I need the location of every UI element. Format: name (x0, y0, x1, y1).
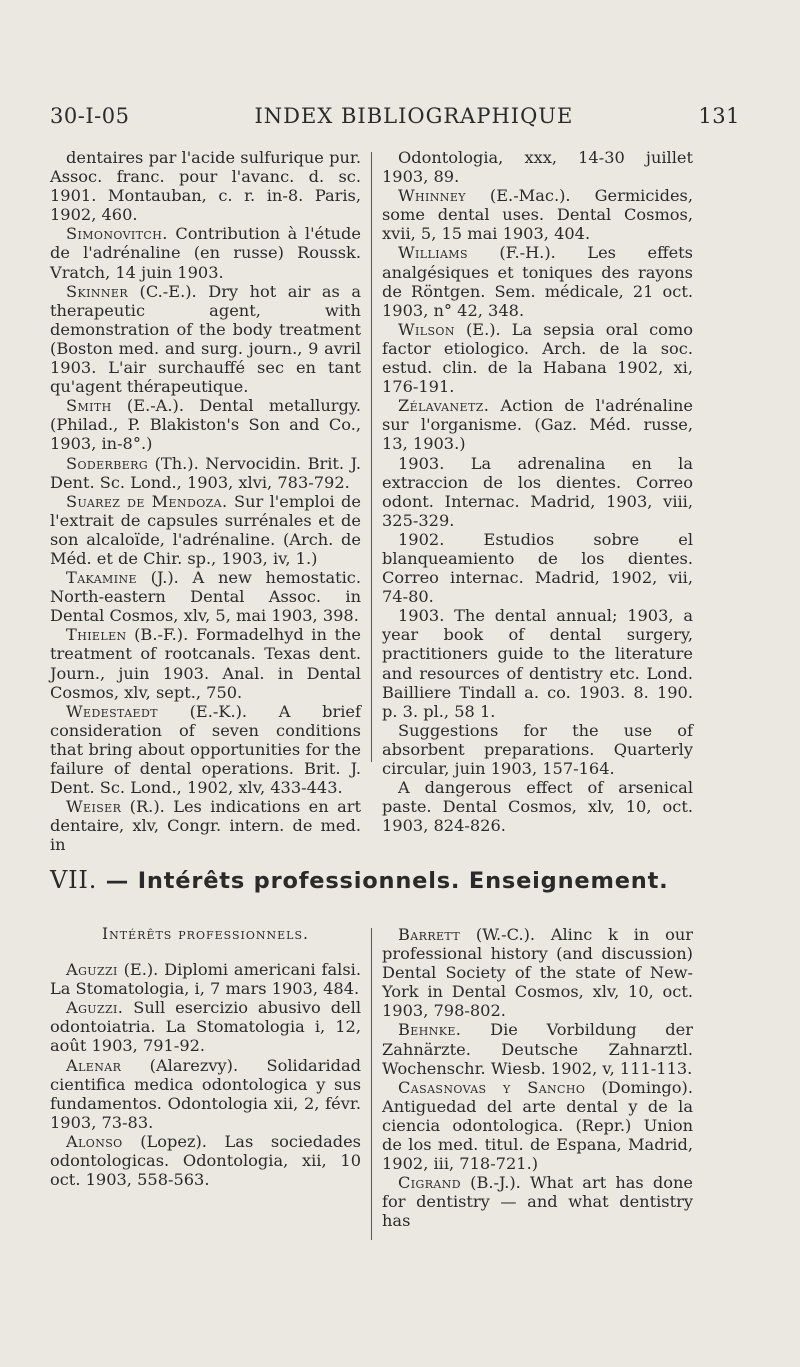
author-name: Simonovitch. (66, 224, 168, 244)
bibliography-entry (50, 282, 361, 397)
bibliography-entry (382, 1020, 693, 1077)
bibliography-entry (50, 148, 361, 224)
entry-text: Contribution à l'étude de l'adrénaline (en russe) Roussk. Vratch, 14 juin 1903. (50, 224, 361, 282)
author-name: Whinney (398, 186, 466, 206)
author-name: Aguzzi (66, 960, 118, 980)
entry-text: (Domingo). Antiguedad del arte dental y de la ciencia odontologica. (Repr.) Union de los med. titul. de Espana, Madrid, 1902, iii, 718-721.) (382, 1077, 693, 1174)
entry-text: 1903. The dental annual; 1903, a year book of dental surgery, practitioners guide to the literature and resources of dentistry etc. Lond. Bailliere Tindall a. co. 1903. 8. 190. p. 3. pl., 58 1. (382, 606, 693, 721)
bibliography-entry (50, 568, 361, 625)
bibliography-entry (50, 797, 361, 854)
entry-text: Suggestions for the use of absorbent preparations. Quarterly circular, juin 1903, 157-164. (382, 720, 693, 778)
entry-text: (E.-Mac.). Germicides, some dental uses. Dental Cosmos, xvii, 5, 15 mai 1903, 404. (382, 186, 693, 244)
entry-text: (B.-J.). What art has done for dentistry — and what dentistry has (382, 1173, 693, 1231)
entry-text: (E.). La sepsia oral como factor etiologico. Arch. de la soc. estud. clin. de la Habana 1902, xi, 176-191. (382, 319, 693, 397)
entry-text: (E.-A.). Dental metallurgy. (Philad., P. Blakiston's Son and Co., 1903, in-8°.) (50, 396, 361, 454)
author-name: Zélavanetz. (398, 396, 490, 416)
entry-text: Sull esercizio abusivo dell odontoiatria. La Stomatologia i, 12, août 1903, 791-92. (50, 998, 361, 1056)
section-title: Intérêts professionnels. Enseignement. (137, 868, 669, 894)
author-name: Soderberg (66, 453, 149, 473)
entry-text: Die Vorbildung der Zahnärzte. Deutsche Zahnarztl. Wochenschr. Wiesb. 1902, v, 111-113. (382, 1020, 693, 1078)
bibliography-entry (382, 186, 693, 243)
bibliography-entry (382, 721, 693, 778)
section-heading (50, 866, 740, 894)
bibliography-entry (50, 224, 361, 281)
author-name: Thielen (66, 625, 127, 645)
author-name: Wilson (398, 319, 455, 339)
bibliography-entry (382, 320, 693, 396)
bibliography-entry (382, 1078, 693, 1173)
entry-text: (Lopez). Las sociedades odontologicas. Odontologia, xii, 10 oct. 1903, 558-563. (50, 1131, 361, 1190)
lower-left-column (50, 925, 361, 1189)
entry-text: (Alarezvy). Solidaridad cientifica medica odontologica y sus fundamentos. Odontologia xii, 2, févr. 1903, 73-83. (50, 1055, 361, 1132)
author-name: Cigrand (398, 1173, 461, 1193)
entry-text: (R.). Les indications en art dentaire, xlv, Congr. intern. de med. in (50, 797, 361, 855)
author-name: Takamine (66, 568, 137, 588)
entry-text: Odontologia, xxx, 14-30 juillet 1903, 89. (382, 148, 693, 187)
bibliography-entry (382, 243, 693, 319)
author-name: Skinner (66, 281, 129, 301)
author-name: Behnke. (398, 1020, 462, 1040)
bibliography-entry (382, 778, 693, 835)
entry-text: (E.-K.). A brief consideration of seven conditions that bring about opportunities for the failure of dental operations. Brit. J. Dent. Sc. Lond., 1902, xlv, 433-443. (50, 701, 361, 798)
upper-left-column (50, 148, 361, 854)
entry-text: Action de l'adrénaline sur l'organisme. (Gaz. Méd. russe, 13, 1903.) (382, 396, 693, 454)
author-name: Smith (66, 396, 112, 416)
entry-text: (B.-F.). Formadelhyd in the treatment of rootcanals. Texas dent. Journ., juin 1903. Anal. in Dental Cosmos, xlv, sept., 750. (50, 625, 361, 702)
bibliography-entry (382, 454, 693, 530)
bibliography-entry (50, 625, 361, 701)
bibliography-entry (382, 1173, 693, 1230)
bibliography-entry (382, 606, 693, 721)
bibliography-entry (382, 148, 693, 186)
author-name: Aguzzi. (66, 998, 124, 1018)
author-name: Wedestaedt (66, 701, 158, 721)
column-divider (371, 152, 372, 762)
bibliography-entry (50, 998, 361, 1055)
author-name: Barrett (398, 925, 461, 944)
entry-text: (Th.). Nervocidin. Brit. J. Dent. Sc. Lond., 1903, xlvi, 783-792. (50, 453, 361, 492)
bibliography-entry (50, 492, 361, 568)
bibliography-entry (50, 1056, 361, 1132)
header-date: 30-I-05 (50, 104, 130, 128)
lower-right-column (382, 925, 693, 1231)
author-name: Suarez de Mendoza. (66, 491, 228, 511)
bibliography-entry (382, 925, 693, 1020)
section-number: VII. (50, 866, 98, 894)
entry-text: 1902. Estudios sobre el blanqueamiento de los dientes. Correo internac. Madrid, 1902, vii, 74-80. (382, 529, 693, 607)
running-header (50, 104, 740, 128)
upper-right-column (382, 148, 693, 835)
entry-text: (F.-H.). Les effets analgésiques et toniques des rayons de Röntgen. Sem. médicale, 21 oct. 1903, n° 42, 348. (382, 243, 693, 320)
bibliography-entry (50, 702, 361, 797)
section-dash: — (105, 868, 130, 894)
bibliography-entry (50, 1132, 361, 1189)
column-divider (371, 928, 372, 1240)
entry-text: A dangerous effect of arsenical paste. Dental Cosmos, xlv, 10, oct. 1903, 824-826. (382, 778, 693, 836)
bibliography-entry (382, 530, 693, 606)
author-name: Weiser (66, 797, 122, 817)
bibliography-entry (382, 396, 693, 453)
entry-text: (C.-E.). Dry hot air as a therapeutic agent, with demonstration of the body treatment (Boston med. and surg. journ., 9 avril 1903. L'air surchauffé sec en tant qu'agent thérapeutique. (50, 281, 361, 397)
subsection-heading: Intérêts professionnels. (102, 925, 309, 943)
author-name: Casasnovas y Sancho (398, 1077, 586, 1097)
entry-text: (W.-C.). Alinc k in our professional history (and discussion) Dental Society of the state of New-York in Dental Cosmos, xlv, 10, oct. 1903, 798-802. (382, 925, 693, 1021)
entry-text: 1903. La adrenalina en la extraccion de los dientes. Correo odont. Internac. Madrid, 1903, viii, 325-329. (382, 453, 693, 530)
bibliography-entry (50, 454, 361, 492)
author-name: Alonso (66, 1131, 123, 1151)
bibliography-entry (50, 960, 361, 998)
author-name: Alenar (66, 1055, 122, 1075)
author-name: Williams (398, 243, 468, 263)
bibliography-entry (50, 396, 361, 453)
entry-text: Sur l'emploi de l'extrait de capsules surrénales et de son alcaloïde, l'adrénaline. (Arch. de Méd. et de Chir. sp., 1903, iv, 1.) (50, 491, 361, 568)
page-number: 131 (698, 104, 740, 128)
entry-text: (J.). A new hemostatic. North-eastern Dental Assoc. in Dental Cosmos, xlv, 5, mai 1903, 398. (50, 568, 361, 626)
header-title: INDEX BIBLIOGRAPHIQUE (254, 104, 574, 128)
entry-text: (E.). Diplomi americani falsi. La Stomatologia, i, 7 mars 1903, 484. (50, 960, 361, 999)
entry-text: dentaires par l'acide sulfurique pur. Assoc. franc. pour l'avanc. d. sc. 1901. Montauban, c. r. in-8. Paris, 1902, 460. (50, 148, 361, 225)
